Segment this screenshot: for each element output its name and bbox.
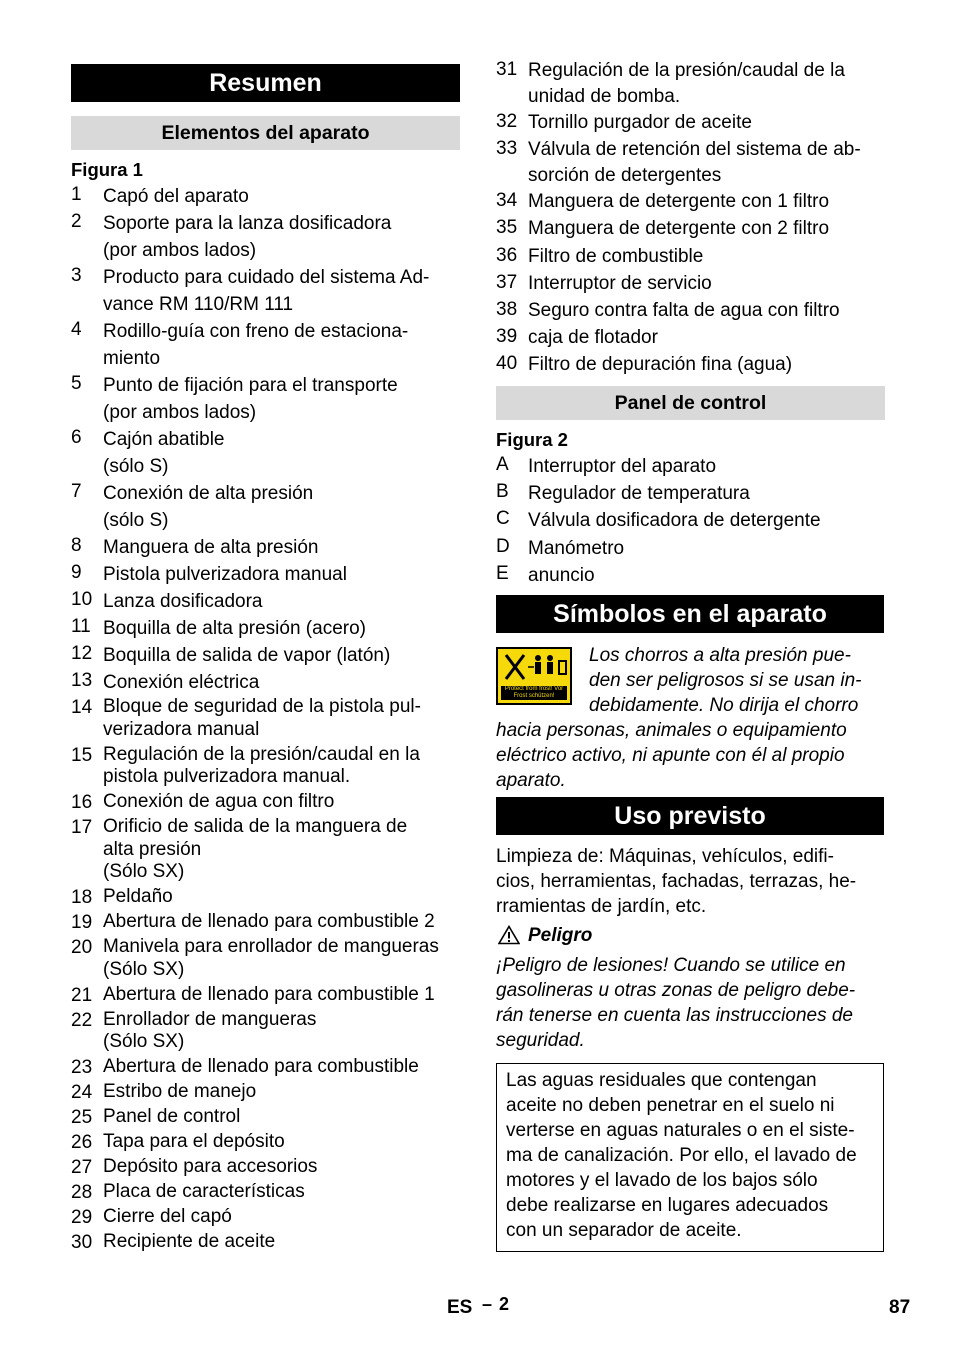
item-text-line: Bloque de seguridad de la pistola pul- bbox=[103, 696, 421, 717]
item-text bbox=[103, 1156, 460, 1179]
item-text-line: Cajón abatible bbox=[103, 429, 225, 450]
subheading-elementos: Elementos del aparato bbox=[71, 116, 460, 150]
item-number: 8 bbox=[71, 535, 82, 556]
item-number: 40 bbox=[496, 353, 518, 375]
item-number: 14 bbox=[71, 697, 93, 718]
item-text-line: (Sólo SX) bbox=[103, 958, 185, 980]
item-text-line: Punto de fijación para el transporte bbox=[103, 375, 398, 396]
item-text-line: Abertura de llenado para combustible 1 bbox=[103, 983, 435, 1005]
item-text-line: Abertura de llenado para combustible 2 bbox=[103, 911, 435, 932]
item-text-line: Conexión de agua con filtro bbox=[103, 791, 335, 812]
figure-label-1: Figura 1 bbox=[71, 159, 143, 180]
item-number: 13 bbox=[71, 670, 93, 691]
item-number: D bbox=[496, 535, 510, 557]
item-number: 30 bbox=[71, 1232, 93, 1253]
item-text-line: Tornillo purgador de aceite bbox=[528, 112, 752, 133]
item-number: 28 bbox=[71, 1182, 93, 1203]
item-text-line: miento bbox=[103, 348, 161, 369]
item-text bbox=[528, 480, 885, 507]
item-text-line: Regulador de temperatura bbox=[528, 483, 750, 505]
item-text bbox=[528, 189, 885, 215]
item-number: 24 bbox=[71, 1082, 93, 1103]
item-text-line: verizadora manual bbox=[103, 718, 260, 740]
item-number: 10 bbox=[71, 589, 93, 610]
item-text bbox=[528, 535, 885, 562]
danger-label: Peligro bbox=[528, 925, 593, 946]
item-text-line: sorción de detergentes bbox=[528, 164, 722, 186]
item-text bbox=[528, 244, 885, 270]
item-text-line: Estribo de manejo bbox=[103, 1081, 257, 1102]
item-text bbox=[103, 816, 460, 884]
item-number: 12 bbox=[71, 643, 93, 664]
item-text bbox=[528, 271, 885, 297]
item-text bbox=[528, 453, 885, 480]
item-text-line: Interruptor de servicio bbox=[528, 272, 712, 294]
item-number: 1 bbox=[71, 184, 82, 205]
item-text-line: pistola pulverizadora manual. bbox=[103, 766, 351, 787]
item-text bbox=[103, 936, 460, 981]
item-text-line: Recipiente de aceite bbox=[103, 1231, 276, 1252]
item-number: 20 bbox=[71, 937, 93, 958]
symbol-description: Los chorros a alta presión pue- den ser peligrosos si se usan in- debidamente. No dirija el chorro hacia personas, animales o equipamiento eléctrico activo, ni apunte con él al propio aparato. bbox=[496, 645, 862, 791]
item-text-line: Manguera de alta presión bbox=[103, 537, 319, 558]
item-text-line: Filtro de combustible bbox=[528, 245, 704, 267]
item-text bbox=[103, 588, 460, 615]
item-text-line: Manivela para enrollador de mangueras bbox=[103, 936, 439, 957]
item-text bbox=[103, 480, 460, 534]
item-text-line: (por ambos lados) bbox=[103, 402, 257, 423]
item-number: 7 bbox=[71, 481, 82, 502]
item-text-line: (Sólo SX) bbox=[103, 1031, 185, 1052]
item-text bbox=[103, 791, 460, 814]
item-text bbox=[103, 642, 460, 669]
item-text-line: Tapa para el depósito bbox=[103, 1131, 285, 1152]
item-text bbox=[103, 615, 460, 642]
item-text-line: Regulación de la presión/caudal de la bbox=[528, 60, 845, 81]
item-text bbox=[103, 1081, 460, 1104]
item-number: 5 bbox=[71, 373, 82, 394]
item-number: 21 bbox=[71, 984, 93, 1006]
item-text bbox=[103, 886, 460, 909]
item-text bbox=[528, 110, 885, 136]
item-text-line: Manguera de detergente con 1 filtro bbox=[528, 191, 830, 213]
item-text-line: Boquilla de alta presión (acero) bbox=[103, 618, 366, 639]
item-text bbox=[528, 325, 885, 351]
item-number: 37 bbox=[496, 271, 518, 293]
item-text bbox=[103, 1106, 460, 1129]
section-heading-uso-previsto: Uso previsto bbox=[496, 797, 884, 835]
item-number: 27 bbox=[71, 1157, 93, 1178]
item-text-line: Peldaño bbox=[103, 886, 173, 907]
item-number: A bbox=[496, 454, 509, 475]
item-text bbox=[528, 298, 885, 324]
item-number: 19 bbox=[71, 912, 93, 933]
item-text bbox=[103, 318, 460, 372]
item-number: 15 bbox=[71, 744, 93, 766]
item-text-line: Placa de características bbox=[103, 1181, 305, 1202]
footer-language: ES bbox=[447, 1297, 473, 1318]
item-text bbox=[103, 669, 460, 696]
item-text-line: Válvula de retención del sistema de ab- bbox=[528, 139, 861, 161]
item-number: 39 bbox=[496, 326, 518, 348]
item-text-line: Soporte para la lanza dosificadora bbox=[103, 213, 392, 234]
item-number: 6 bbox=[71, 427, 82, 448]
item-number: 3 bbox=[71, 265, 82, 286]
item-text-line: Conexión eléctrica bbox=[103, 672, 260, 693]
item-text-line: anuncio bbox=[528, 564, 595, 586]
item-number: 18 bbox=[71, 887, 93, 908]
item-text bbox=[103, 426, 460, 480]
section-heading-simbolos: Símbolos en el aparato bbox=[496, 595, 884, 633]
item-text-line: Válvula dosificadora de detergente bbox=[528, 510, 821, 532]
item-number: 16 bbox=[71, 792, 93, 813]
item-number: 23 bbox=[71, 1057, 93, 1078]
item-number: 17 bbox=[71, 817, 93, 838]
item-text-line: Rodillo-guía con freno de estaciona- bbox=[103, 321, 409, 342]
item-text-line: Abertura de llenado para combustible bbox=[103, 1056, 419, 1077]
item-text-line: Boquilla de salida de vapor (latón) bbox=[103, 645, 391, 666]
danger-text: ¡Peligro de lesiones! Cuando se utilice en gasolineras u otras zonas de peligro debe- rán tenerse en cuenta las instrucciones de seguridad. bbox=[496, 955, 856, 1051]
item-text-line: Interruptor del aparato bbox=[528, 456, 717, 477]
item-text-line: (sólo S) bbox=[103, 510, 169, 531]
item-number: C bbox=[496, 508, 510, 530]
item-number: 38 bbox=[496, 299, 518, 320]
frost-label: Protect from frost! Vor Frost schützen! bbox=[501, 686, 567, 700]
item-text-line: Panel de control bbox=[103, 1106, 241, 1127]
item-text-line: Cierre del capó bbox=[103, 1206, 232, 1227]
item-number: 11 bbox=[71, 616, 91, 637]
item-text-line: vance RM 110/RM 111 bbox=[103, 294, 294, 315]
item-text bbox=[103, 984, 460, 1007]
item-text-line: unidad de bomba. bbox=[528, 85, 681, 107]
item-number: 32 bbox=[496, 111, 518, 132]
item-number: E bbox=[496, 562, 509, 584]
item-text-line: Conexión de alta presión bbox=[103, 483, 314, 504]
item-text bbox=[528, 562, 885, 589]
item-number: 31 bbox=[496, 59, 518, 80]
item-text-line: Orificio de salida de la manguera de bbox=[103, 816, 408, 837]
item-number: B bbox=[496, 481, 509, 503]
item-number: 22 bbox=[71, 1009, 93, 1031]
item-text bbox=[103, 183, 460, 210]
item-number: 4 bbox=[71, 319, 82, 340]
item-number: 34 bbox=[496, 190, 518, 212]
item-text-line: Pistola pulverizadora manual bbox=[103, 564, 347, 585]
item-text-line: Depósito para accesorios bbox=[103, 1156, 318, 1177]
item-text bbox=[103, 1231, 460, 1254]
item-text-line: Manguera de detergente con 2 filtro bbox=[528, 218, 830, 240]
item-text-line: (por ambos lados) bbox=[103, 240, 257, 261]
item-text bbox=[103, 696, 460, 741]
figure-label-2: Figura 2 bbox=[496, 429, 568, 450]
subheading-panel-de-control: Panel de control bbox=[496, 386, 885, 420]
item-text bbox=[103, 1206, 460, 1229]
item-text bbox=[528, 216, 885, 242]
environment-notice-text: Las aguas residuales que contengan aceite no deben penetrar en el suelo ni verterse en aguas naturales o en el siste- ma de canalización. Por ello, el lavado de motores y el lavado de los bajos sólo debe realizarse en lugares adecuados con un separador de aceite. bbox=[506, 1070, 857, 1241]
item-text-line: Producto para cuidado del sistema Ad- bbox=[103, 267, 430, 288]
item-text bbox=[103, 264, 460, 318]
item-text bbox=[528, 507, 885, 534]
intended-use-text: Limpieza de: Máquinas, vehículos, edifi- cios, herramientas, fachadas, terrazas, he- rramientas de jardín, etc. bbox=[496, 846, 857, 917]
warning-triangle-icon bbox=[498, 925, 520, 945]
item-text bbox=[103, 561, 460, 588]
item-text-line: caja de flotador bbox=[528, 327, 658, 349]
item-text bbox=[103, 911, 460, 934]
item-number: 35 bbox=[496, 217, 518, 239]
item-text-line: Regulación de la presión/caudal en la bbox=[103, 743, 420, 765]
item-text bbox=[103, 1181, 460, 1204]
item-text bbox=[103, 1056, 460, 1079]
item-number: 26 bbox=[71, 1132, 93, 1153]
item-text-line: Manómetro bbox=[528, 537, 625, 559]
item-text bbox=[103, 1131, 460, 1154]
item-text-line: Seguro contra falta de agua con filtro bbox=[528, 300, 840, 321]
section-heading-resumen: Resumen bbox=[71, 64, 460, 102]
item-text bbox=[103, 744, 460, 789]
item-number: 29 bbox=[71, 1207, 93, 1228]
item-text bbox=[103, 534, 460, 561]
item-text bbox=[528, 352, 885, 378]
item-text bbox=[528, 137, 885, 188]
item-text bbox=[103, 210, 460, 264]
item-number: 9 bbox=[71, 562, 82, 583]
item-text-line: (sólo S) bbox=[103, 456, 169, 477]
item-text-line: (Sólo SX) bbox=[103, 861, 185, 882]
item-number: 25 bbox=[71, 1107, 93, 1128]
item-text-line: alta presión bbox=[103, 838, 202, 860]
item-text-line: Lanza dosificadora bbox=[103, 591, 263, 612]
footer-dash: – bbox=[482, 1294, 493, 1314]
item-number: 33 bbox=[496, 138, 518, 160]
item-number: 36 bbox=[496, 244, 518, 266]
item-text-line: Enrollador de mangueras bbox=[103, 1008, 317, 1030]
item-text bbox=[103, 1009, 460, 1054]
item-text-line: Filtro de depuración fina (agua) bbox=[528, 354, 793, 376]
footer-section-number: 2 bbox=[499, 1294, 510, 1314]
item-text bbox=[103, 372, 460, 426]
item-number: 2 bbox=[71, 211, 82, 232]
page-number: 87 bbox=[889, 1297, 911, 1318]
environment-notice-box bbox=[496, 1063, 884, 1252]
item-text bbox=[528, 58, 885, 109]
item-text-line: Capó del aparato bbox=[103, 186, 249, 207]
